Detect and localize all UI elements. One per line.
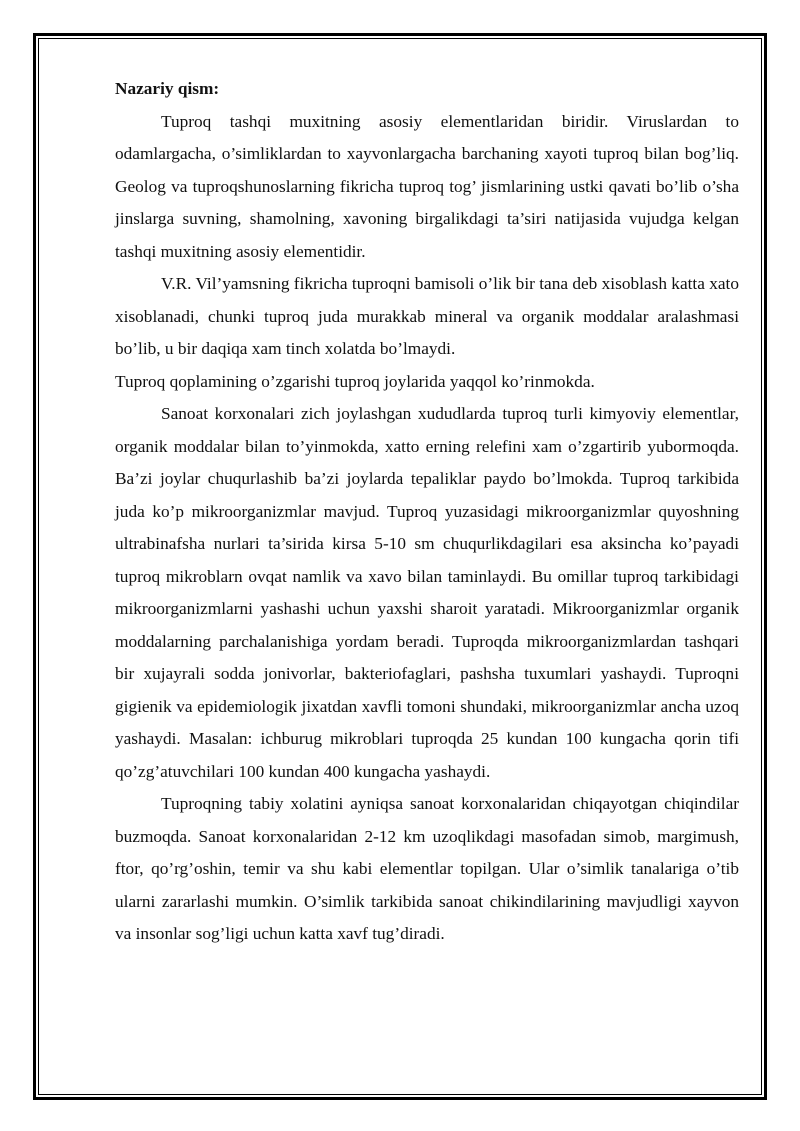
paragraph-1: Tuproq tashqi muxitning asosiy elementlaridan biridir. Viruslardan to odamlargacha, o’simliklardan to xayvonlargacha barchaning xayoti tuproq bilan bog’liq. Geolog va tuproqshunoslarning fikricha tuproq tog’ jismlarining ustki qavati bo’lib o’sha jinslarga suvning, shamolning, xavoning birgalikdagi ta’siri natijasida vujudga kelgan tashqi muxitning asosiy elementidir. [115, 111, 739, 261]
section-heading: Nazariy qism: [115, 79, 220, 98]
paragraph-3: Tuproq qoplamining o’zgarishi tuproq joylarida yaqqol ko’rinmokda. [115, 371, 595, 391]
document-body [115, 73, 739, 951]
paragraph-2: V.R. Vil’yamsning fikricha tuproqni bamisoli o’lik bir tana deb xisoblash katta xato xisoblanadi, chunki tuproq juda murakkab mineral va organik moddalar aralashmasi bo’lib, u bir daqiqa xam tinch xolatda bo’lmaydi. [115, 274, 739, 358]
paragraph-4: Sanoat korxonalari zich joylashgan xududlarda tuproq turli kimyoviy elementlar, organik moddalar bilan to’yinmokda, xatto erning relefini xam o’zgartirib yubormoqda. Ba’zi joylar chuqurlashib ba’zi joylarda tepaliklar paydo bo’lmokda. Tuproq tarkibida juda ko’p mikroorganizmlar mavjud. Tuproq yuzasidagi mikroorganizmlar quyoshning ultrabinafsha nurlari ta’sirida kirsa 5-10 sm chuqurlikdagilari esa aksincha ko’payadi tuproq mikroblarn ovqat namlik va xavo bilan taminlaydi. Bu omillar tuproq tarkibidagi mikroorganizmlarni yashashi uchun yaxshi sharoit yaratadi. Mikroorganizmlar organik moddalarning parchalanishiga yordam beradi. Tuproqda mikroorganizmlardan tashqari bir xujayrali sodda jonivorlar, bakteriofaglari, pashsha tuxumlari yashaydi. Tuproqni gigienik va epidemiologik jixatdan xavfli tomoni shundaki, mikroorganizmlar ancha uzoq yashaydi. Masalan: ichburug mikroblari tuproqda 25 kundan 100 kungacha qorin tifi qo’zg’atuvchilari 100 kundan 400 kungacha yashaydi. [115, 404, 739, 781]
paragraph-5: Tuproqning tabiy xolatini ayniqsa sanoat korxonalaridan chiqayotgan chiqindilar buzmoqda. Sanoat korxonalaridan 2-12 km uzoqlikdagi masofadan simob, margimush, ftor, qo’rg’oshin, temir va shu kabi elementlar topilgan. Ular o’simlik tanalariga o’tib ularni zararlashi mumkin. O’simlik tarkibida sanoat chikindilarining mavjudligi xayvon va insonlar sog’ligi uchun katta xavf tug’diradi. [115, 794, 739, 943]
